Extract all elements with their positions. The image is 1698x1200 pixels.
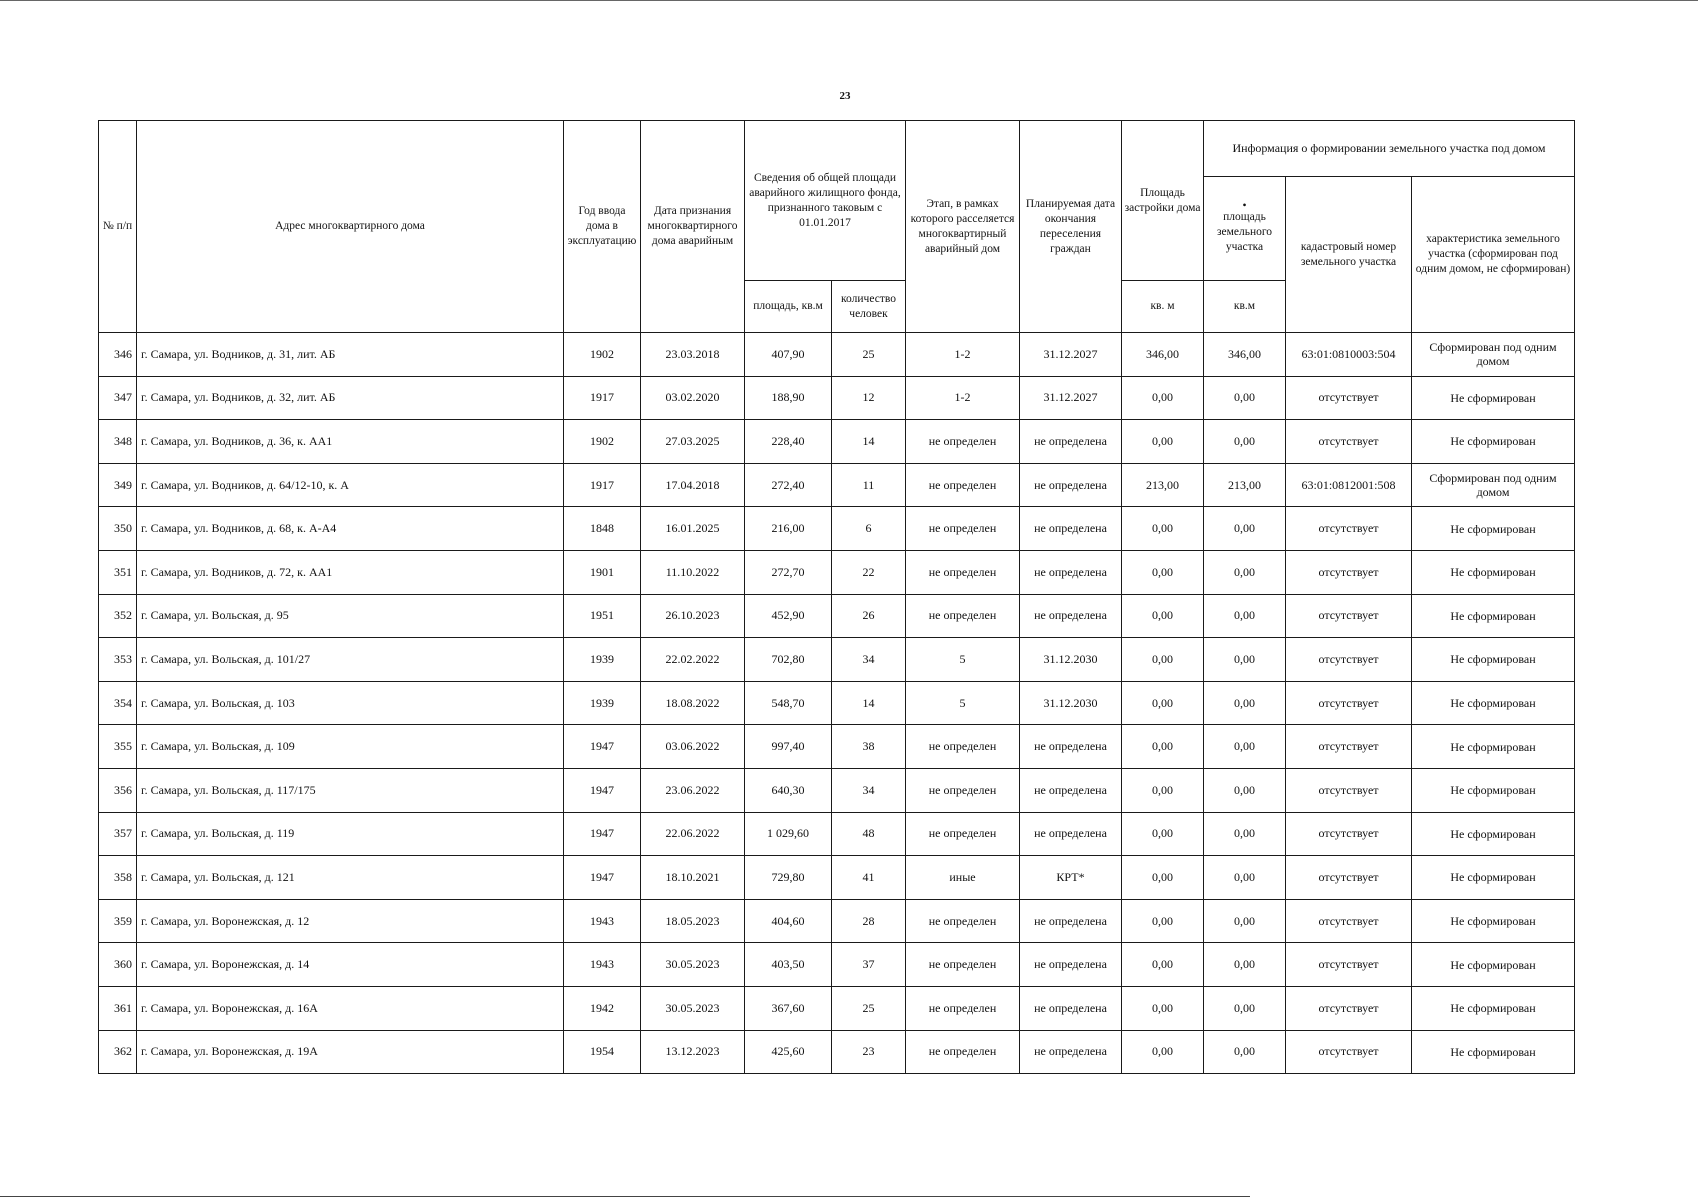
row-built-area: 213,00 — [1122, 463, 1204, 507]
row-built-area: 0,00 — [1122, 986, 1204, 1030]
row-built-area: 0,00 — [1122, 681, 1204, 725]
row-land-area: 0,00 — [1204, 899, 1286, 943]
row-number: 350 — [99, 507, 137, 551]
row-address: г. Самара, ул. Воронежская, д. 14 — [137, 943, 564, 987]
row-land-status: Не сформирован — [1412, 550, 1575, 594]
row-recognition-date: 18.05.2023 — [641, 899, 745, 943]
header-land-characteristic: характеристика земельного участка (сформирован под одним домом, не сформирован) — [1412, 177, 1575, 333]
table-row — [99, 856, 1575, 900]
table-header — [99, 121, 1575, 333]
row-land-status: Не сформирован — [1412, 812, 1575, 856]
table-row — [99, 333, 1575, 377]
row-land-status: Не сформирован — [1412, 899, 1575, 943]
header-unit-land: кв.м — [1204, 281, 1286, 333]
row-address: г. Самара, ул. Водников, д. 72, к. АА1 — [137, 550, 564, 594]
row-built-area: 0,00 — [1122, 725, 1204, 769]
row-address: г. Самара, ул. Вольская, д. 121 — [137, 856, 564, 900]
row-stage: 5 — [906, 638, 1020, 682]
row-people: 48 — [832, 812, 906, 856]
row-land-area: 0,00 — [1204, 725, 1286, 769]
row-built-area: 0,00 — [1122, 943, 1204, 987]
row-land-area: 0,00 — [1204, 550, 1286, 594]
row-number: 347 — [99, 376, 137, 420]
header-year: Год ввода дома в эксплуатацию — [564, 121, 641, 333]
row-stage: не определен — [906, 1030, 1020, 1074]
row-stage: не определен — [906, 507, 1020, 551]
row-address: г. Самара, ул. Воронежская, д. 19А — [137, 1030, 564, 1074]
row-planned-date: не определена — [1020, 725, 1122, 769]
row-planned-date: 31.12.2030 — [1020, 638, 1122, 682]
row-land-status: Сформирован под одним домом — [1412, 463, 1575, 507]
row-stage: не определен — [906, 550, 1020, 594]
emergency-housing-table — [98, 120, 1575, 1074]
row-people: 38 — [832, 725, 906, 769]
row-cadastral: отсутствует — [1286, 899, 1412, 943]
row-number: 346 — [99, 333, 137, 377]
row-people: 34 — [832, 638, 906, 682]
row-cadastral: отсутствует — [1286, 594, 1412, 638]
table-row — [99, 725, 1575, 769]
row-area: 1 029,60 — [745, 812, 832, 856]
row-area: 452,90 — [745, 594, 832, 638]
row-land-area: 0,00 — [1204, 420, 1286, 464]
row-cadastral: отсутствует — [1286, 507, 1412, 551]
header-address: Адрес многоквартирного дома — [137, 121, 564, 333]
row-land-area: 0,00 — [1204, 1030, 1286, 1074]
row-address: г. Самара, ул. Вольская, д. 103 — [137, 681, 564, 725]
row-number: 351 — [99, 550, 137, 594]
row-cadastral: отсутствует — [1286, 768, 1412, 812]
row-area: 702,80 — [745, 638, 832, 682]
row-year: 1902 — [564, 333, 641, 377]
row-people: 11 — [832, 463, 906, 507]
row-area: 997,40 — [745, 725, 832, 769]
row-stage: не определен — [906, 594, 1020, 638]
row-land-status: Не сформирован — [1412, 768, 1575, 812]
row-recognition-date: 18.10.2021 — [641, 856, 745, 900]
row-stage: не определен — [906, 768, 1020, 812]
row-land-status: Не сформирован — [1412, 856, 1575, 900]
table-row — [99, 376, 1575, 420]
row-land-area: 0,00 — [1204, 507, 1286, 551]
row-recognition-date: 26.10.2023 — [641, 594, 745, 638]
row-stage: иные — [906, 856, 1020, 900]
row-planned-date: не определена — [1020, 943, 1122, 987]
scan-edge-line-top — [0, 0, 1698, 1]
row-built-area: 0,00 — [1122, 856, 1204, 900]
row-address: г. Самара, ул. Водников, д. 36, к. АА1 — [137, 420, 564, 464]
row-land-area: 213,00 — [1204, 463, 1286, 507]
row-cadastral: отсутствует — [1286, 550, 1412, 594]
row-year: 1917 — [564, 376, 641, 420]
row-number: 361 — [99, 986, 137, 1030]
row-year: 1901 — [564, 550, 641, 594]
table-row — [99, 594, 1575, 638]
row-stage: не определен — [906, 943, 1020, 987]
row-cadastral: отсутствует — [1286, 943, 1412, 987]
row-planned-date: не определена — [1020, 507, 1122, 551]
row-cadastral: отсутствует — [1286, 812, 1412, 856]
row-address: г. Самара, ул. Вольская, д. 109 — [137, 725, 564, 769]
table-row — [99, 681, 1575, 725]
row-people: 37 — [832, 943, 906, 987]
land-area-label: площадь земельного участка — [1216, 211, 1273, 253]
row-built-area: 0,00 — [1122, 594, 1204, 638]
row-address: г. Самара, ул. Воронежская, д. 16А — [137, 986, 564, 1030]
row-built-area: 0,00 — [1122, 899, 1204, 943]
row-recognition-date: 30.05.2023 — [641, 943, 745, 987]
row-cadastral: отсутствует — [1286, 681, 1412, 725]
row-year: 1954 — [564, 1030, 641, 1074]
row-people: 26 — [832, 594, 906, 638]
row-address: г. Самара, ул. Водников, д. 64/12-10, к. А — [137, 463, 564, 507]
row-cadastral: отсутствует — [1286, 856, 1412, 900]
row-planned-date: не определена — [1020, 899, 1122, 943]
row-address: г. Самара, ул. Воронежская, д. 12 — [137, 899, 564, 943]
row-stage: не определен — [906, 463, 1020, 507]
row-land-area: 0,00 — [1204, 943, 1286, 987]
row-area: 216,00 — [745, 507, 832, 551]
row-year: 1947 — [564, 768, 641, 812]
row-land-status: Не сформирован — [1412, 725, 1575, 769]
row-area: 729,80 — [745, 856, 832, 900]
row-cadastral: отсутствует — [1286, 420, 1412, 464]
table-row — [99, 550, 1575, 594]
row-area: 188,90 — [745, 376, 832, 420]
header-unit-built: кв. м — [1122, 281, 1204, 333]
row-people: 25 — [832, 986, 906, 1030]
row-recognition-date: 16.01.2025 — [641, 507, 745, 551]
row-year: 1947 — [564, 725, 641, 769]
row-land-status: Не сформирован — [1412, 376, 1575, 420]
table-row — [99, 812, 1575, 856]
row-land-status: Не сформирован — [1412, 1030, 1575, 1074]
row-people: 14 — [832, 420, 906, 464]
table-row — [99, 507, 1575, 551]
row-number: 360 — [99, 943, 137, 987]
row-planned-date: не определена — [1020, 463, 1122, 507]
row-area: 272,70 — [745, 550, 832, 594]
row-land-status: Не сформирован — [1412, 943, 1575, 987]
row-cadastral: отсутствует — [1286, 1030, 1412, 1074]
row-built-area: 0,00 — [1122, 768, 1204, 812]
table-body — [99, 333, 1575, 1074]
row-area: 640,30 — [745, 768, 832, 812]
row-planned-date: не определена — [1020, 1030, 1122, 1074]
header-people: количество человек — [832, 281, 906, 333]
header-land-area — [1204, 177, 1286, 281]
row-recognition-date: 23.03.2018 — [641, 333, 745, 377]
row-land-area: 0,00 — [1204, 376, 1286, 420]
row-year: 1917 — [564, 463, 641, 507]
row-planned-date: КРТ* — [1020, 856, 1122, 900]
row-area: 403,50 — [745, 943, 832, 987]
row-stage: не определен — [906, 725, 1020, 769]
row-area: 228,40 — [745, 420, 832, 464]
row-year: 1947 — [564, 812, 641, 856]
row-land-status: Не сформирован — [1412, 681, 1575, 725]
row-number: 354 — [99, 681, 137, 725]
row-cadastral: 63:01:0812001:508 — [1286, 463, 1412, 507]
row-recognition-date: 30.05.2023 — [641, 986, 745, 1030]
row-number: 358 — [99, 856, 137, 900]
row-number: 352 — [99, 594, 137, 638]
row-stage: не определен — [906, 986, 1020, 1030]
table-row — [99, 463, 1575, 507]
row-planned-date: 31.12.2027 — [1020, 376, 1122, 420]
row-built-area: 0,00 — [1122, 1030, 1204, 1074]
row-address: г. Самара, ул. Вольская, д. 95 — [137, 594, 564, 638]
row-address: г. Самара, ул. Водников, д. 68, к. А-А4 — [137, 507, 564, 551]
row-land-area: 0,00 — [1204, 856, 1286, 900]
row-cadastral: отсутствует — [1286, 638, 1412, 682]
row-land-area: 0,00 — [1204, 768, 1286, 812]
land-area-mark: • — [1242, 200, 1247, 212]
row-planned-date: 31.12.2027 — [1020, 333, 1122, 377]
table-row — [99, 420, 1575, 464]
row-cadastral: отсутствует — [1286, 725, 1412, 769]
row-planned-date: 31.12.2030 — [1020, 681, 1122, 725]
row-number: 353 — [99, 638, 137, 682]
row-area: 272,40 — [745, 463, 832, 507]
table-row — [99, 638, 1575, 682]
header-recognition-date: Дата признания многоквартирного дома аварийным — [641, 121, 745, 333]
row-built-area: 0,00 — [1122, 420, 1204, 464]
row-cadastral: отсутствует — [1286, 376, 1412, 420]
row-land-status: Не сформирован — [1412, 420, 1575, 464]
row-land-area: 0,00 — [1204, 812, 1286, 856]
row-recognition-date: 22.02.2022 — [641, 638, 745, 682]
row-recognition-date: 18.08.2022 — [641, 681, 745, 725]
row-people: 41 — [832, 856, 906, 900]
row-planned-date: не определена — [1020, 812, 1122, 856]
row-number: 359 — [99, 899, 137, 943]
row-land-area: 0,00 — [1204, 594, 1286, 638]
row-people: 14 — [832, 681, 906, 725]
row-planned-date: не определена — [1020, 768, 1122, 812]
row-year: 1939 — [564, 638, 641, 682]
row-year: 1943 — [564, 899, 641, 943]
table-row — [99, 899, 1575, 943]
row-area: 425,60 — [745, 1030, 832, 1074]
row-stage: 1-2 — [906, 376, 1020, 420]
row-area: 548,70 — [745, 681, 832, 725]
row-area: 367,60 — [745, 986, 832, 1030]
row-year: 1848 — [564, 507, 641, 551]
row-number: 356 — [99, 768, 137, 812]
row-land-status: Сформирован под одним домом — [1412, 333, 1575, 377]
row-land-status: Не сформирован — [1412, 594, 1575, 638]
row-year: 1947 — [564, 856, 641, 900]
row-year: 1943 — [564, 943, 641, 987]
header-area-info: Сведения об общей площади аварийного жилищного фонда, признанного таковым с 01.01.2017 — [745, 121, 906, 281]
row-address: г. Самара, ул. Вольская, д. 101/27 — [137, 638, 564, 682]
header-area-sqm: площадь, кв.м — [745, 281, 832, 333]
table-row — [99, 1030, 1575, 1074]
row-address: г. Самара, ул. Водников, д. 31, лит. АБ — [137, 333, 564, 377]
header-num: № п/п — [99, 121, 137, 333]
row-people: 23 — [832, 1030, 906, 1074]
row-stage: 1-2 — [906, 333, 1020, 377]
row-year: 1902 — [564, 420, 641, 464]
row-recognition-date: 03.02.2020 — [641, 376, 745, 420]
row-stage: не определен — [906, 899, 1020, 943]
row-planned-date: не определена — [1020, 420, 1122, 464]
row-land-area: 0,00 — [1204, 638, 1286, 682]
row-built-area: 0,00 — [1122, 376, 1204, 420]
row-year: 1951 — [564, 594, 641, 638]
row-people: 25 — [832, 333, 906, 377]
row-number: 357 — [99, 812, 137, 856]
row-land-status: Не сформирован — [1412, 638, 1575, 682]
row-recognition-date: 11.10.2022 — [641, 550, 745, 594]
row-built-area: 0,00 — [1122, 812, 1204, 856]
header-built-area: Площадь застройки дома — [1122, 121, 1204, 281]
row-people: 28 — [832, 899, 906, 943]
row-land-area: 0,00 — [1204, 681, 1286, 725]
row-cadastral: 63:01:0810003:504 — [1286, 333, 1412, 377]
row-area: 407,90 — [745, 333, 832, 377]
row-built-area: 0,00 — [1122, 638, 1204, 682]
row-people: 12 — [832, 376, 906, 420]
row-stage: не определен — [906, 812, 1020, 856]
table-row — [99, 943, 1575, 987]
row-stage: не определен — [906, 420, 1020, 464]
row-land-area: 0,00 — [1204, 986, 1286, 1030]
row-address: г. Самара, ул. Вольская, д. 117/175 — [137, 768, 564, 812]
row-recognition-date: 13.12.2023 — [641, 1030, 745, 1074]
row-built-area: 346,00 — [1122, 333, 1204, 377]
row-stage: 5 — [906, 681, 1020, 725]
page-number: 23 — [839, 90, 851, 102]
row-land-area: 346,00 — [1204, 333, 1286, 377]
row-recognition-date: 17.04.2018 — [641, 463, 745, 507]
scan-edge-line-bottom — [0, 1196, 1250, 1197]
row-planned-date: не определена — [1020, 594, 1122, 638]
row-planned-date: не определена — [1020, 986, 1122, 1030]
table-row — [99, 986, 1575, 1030]
row-people: 22 — [832, 550, 906, 594]
table-row — [99, 768, 1575, 812]
header-planned-date: Планируемая дата окончания переселения граждан — [1020, 121, 1122, 333]
row-address: г. Самара, ул. Вольская, д. 119 — [137, 812, 564, 856]
row-year: 1942 — [564, 986, 641, 1030]
row-built-area: 0,00 — [1122, 507, 1204, 551]
row-recognition-date: 27.03.2025 — [641, 420, 745, 464]
row-number: 348 — [99, 420, 137, 464]
row-land-status: Не сформирован — [1412, 986, 1575, 1030]
header-cadastral: кадастровый номер земельного участка — [1286, 177, 1412, 333]
row-recognition-date: 23.06.2022 — [641, 768, 745, 812]
row-recognition-date: 22.06.2022 — [641, 812, 745, 856]
row-people: 6 — [832, 507, 906, 551]
row-recognition-date: 03.06.2022 — [641, 725, 745, 769]
row-land-status: Не сформирован — [1412, 507, 1575, 551]
row-planned-date: не определена — [1020, 550, 1122, 594]
row-address: г. Самара, ул. Водников, д. 32, лит. АБ — [137, 376, 564, 420]
row-number: 349 — [99, 463, 137, 507]
row-area: 404,60 — [745, 899, 832, 943]
row-people: 34 — [832, 768, 906, 812]
row-year: 1939 — [564, 681, 641, 725]
row-cadastral: отсутствует — [1286, 986, 1412, 1030]
row-number: 362 — [99, 1030, 137, 1074]
row-built-area: 0,00 — [1122, 550, 1204, 594]
header-stage: Этап, в рамках которого расселяется многоквартирный аварийный дом — [906, 121, 1020, 333]
header-land-info: Информация о формировании земельного участка под домом — [1204, 121, 1575, 177]
row-number: 355 — [99, 725, 137, 769]
